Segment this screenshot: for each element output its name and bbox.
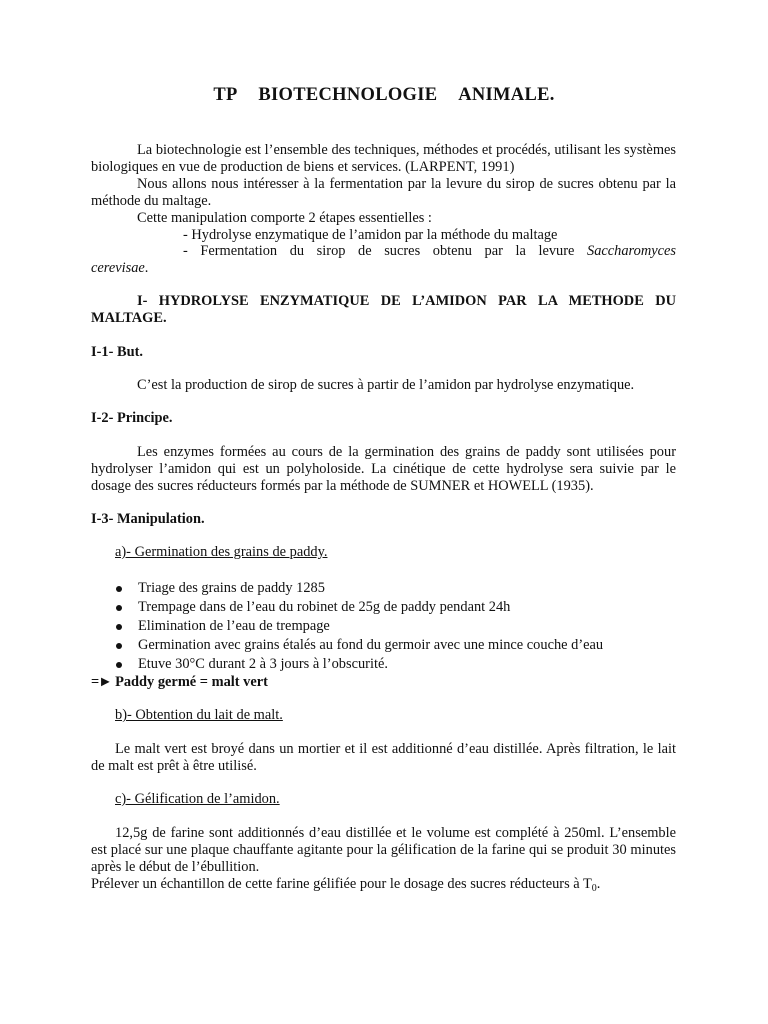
germination-result-text: Paddy germé = malt vert	[115, 674, 268, 690]
list-item-text: Elimination de l’eau de trempage	[138, 618, 330, 634]
subsection-b-text: Le malt vert est broyé dans un mortier et il est additionné d’eau distillée. Après filtration, le lait de malt est prêt à être utilisé.	[91, 741, 676, 774]
step-2-period: .	[144, 260, 149, 276]
subsection-c-text: 12,5g de farine sont additionnés d’eau distillée et le volume est complété à 250ml. L’ensemble est placé sur une plaque chauffante agitante pour la gélification de la farine qui se produit 30 minutes après le début de l’ébullition.	[91, 825, 676, 875]
intro-step-2-cont	[91, 260, 676, 277]
subsection-b-title: b)- Obtention du lait de malt.	[115, 707, 283, 723]
subsection-c-text-2	[91, 876, 676, 893]
list-item	[113, 579, 603, 598]
list-item	[113, 617, 603, 636]
species-name: cerevisae	[91, 260, 145, 276]
intro-step-2	[91, 243, 676, 260]
germination-steps-list	[113, 579, 603, 674]
intro-paragraph-1: La biotechnologie est l’ensemble des techniques, méthodes et procédés, utilisant les systèmes biologiques en vue de production de biens et services. (LARPENT, 1991)	[91, 142, 676, 175]
section-1-heading-line-2: MALTAGE.	[91, 310, 167, 326]
list-item	[113, 598, 603, 617]
bullet-icon	[116, 586, 122, 592]
principe-heading: I-2- Principe.	[91, 410, 173, 426]
but-text: C’est la production de sirop de sucres à partir de l’amidon par hydrolyse enzymatique.	[137, 377, 635, 393]
bullet-icon	[116, 605, 122, 611]
intro-step-1: - Hydrolyse enzymatique de l’amidon par la méthode du maltage	[183, 227, 558, 243]
arrow-icon: =►	[91, 674, 112, 690]
list-item-text: Germination avec grains étalés au fond du germoir avec une mince couche d’eau	[138, 637, 604, 653]
list-item-text: Etuve 30°C durant 2 à 3 jours à l’obscurité.	[138, 656, 388, 672]
intro-step-2-text: - Fermentation du sirop de sucres obtenu par la levure	[183, 243, 575, 259]
bullet-icon	[116, 662, 122, 668]
time-subscript: 0	[591, 883, 597, 894]
sampling-period: .	[596, 876, 601, 892]
bullet-icon	[116, 643, 122, 649]
list-item	[113, 655, 603, 674]
list-item-text: Trempage dans de l’eau du robinet de 25g de paddy pendant 24h	[138, 599, 511, 615]
intro-paragraph-3: Cette manipulation comporte 2 étapes essentielles :	[137, 210, 432, 226]
list-item	[113, 636, 603, 655]
document-title: TP BIOTECHNOLOGIE ANIMALE.	[213, 85, 555, 105]
manipulation-heading: I-3- Manipulation.	[91, 511, 205, 527]
sampling-text: Prélever un échantillon de cette farine gélifiée pour le dosage des sucres réducteurs à T	[91, 876, 592, 892]
principe-text: Les enzymes formées au cours de la germination des grains de paddy sont utilisées pour hydrolyser l’amidon qui est un polyholoside. La cinétique de cette hydrolyse sera suivie par le dosage des sucres réducteurs formés par la méthode de SUMNER et HOWELL (1935).	[91, 444, 676, 494]
subsection-a-title: a)- Germination des grains de paddy.	[115, 544, 328, 560]
germination-result	[91, 674, 268, 691]
but-heading: I-1- But.	[91, 344, 143, 360]
intro-paragraph-2: Nous allons nous intéresser à la fermentation par la levure du sirop de sucres obtenu par la méthode du maltage.	[91, 176, 676, 209]
list-item-text: Triage des grains de paddy 1285	[138, 580, 325, 596]
bullet-icon	[116, 624, 122, 630]
species-genus: Saccharomyces	[587, 243, 676, 259]
section-1-heading-line-1: I- HYDROLYSE ENZYMATIQUE DE L’AMIDON PAR LA METHODE DU	[137, 293, 676, 309]
subsection-c-title: c)- Gélification de l’amidon.	[115, 791, 280, 807]
